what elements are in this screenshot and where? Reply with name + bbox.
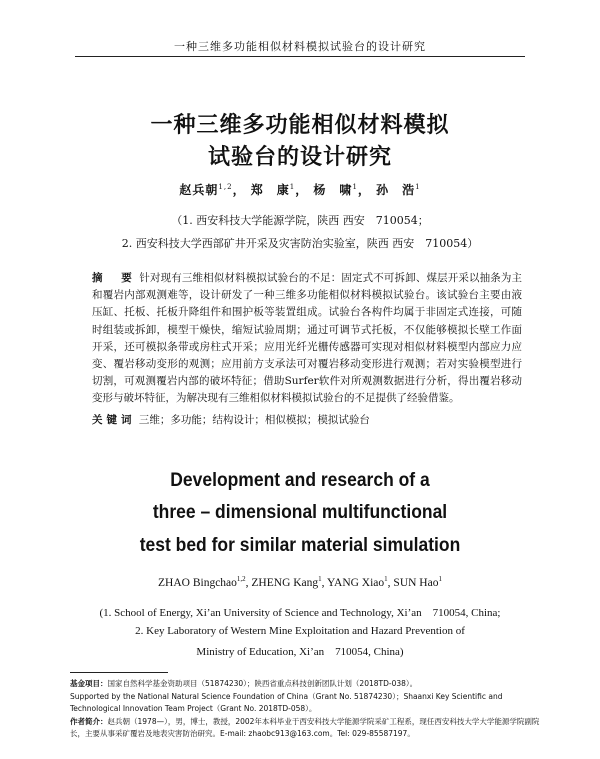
chinese-title-line-1: 一种三维多功能相似材料模拟 — [150, 112, 450, 138]
abstract-text: 针对现有三维相似材料模拟试验台的不足：固定式不可拆卸、煤层开采以抽条为主和覆岩内部观测难等，设计研发了一种三维多功能相似材料模拟试验台。该试验台主要由液压缸、托板、托板升降组件和围护板等装置组成。试验台各构件均属于非固定式连接，可随时组装或拆卸，模型干燥快，缩短试验周期；通过可调节式托板，不仅能够模拟长壁工作面开采，还可模拟条带或房柱式开采；应用光纤光栅传感器可实现对相似材料模型内部应力应变、覆岩移动变形的观测；应用前方支承法可对覆岩移动变形进行观测；若对实验模型进行切割，可观测覆岩内部的破坏特征；借助Surfer软件对所观测数据进行分析，得出覆岩移动变形与破坏特征，为解决现有三维相似材料模拟试验台的不足提供了经验借鉴。 — [92, 272, 523, 405]
supported-footnote: Supported by the National Natural Science Foundation of China（Grant No. 51874230）；Shaanxi Key Scientific and Technological Innovation Team Project（Grant No. 2018TD-058）。 — [70, 691, 503, 714]
english-author-list: ZHAO Bingchao$^{1,2}$, ZHENG Kang$^1$, YANG Xiao$^1$, SUN Hao$^1$ — [158, 575, 442, 589]
abstract-label: 摘 要 — [92, 272, 136, 284]
english-affiliation-2: 2. Key Laboratory of Western Mine Exploitation and Hazard Prevention of — [135, 625, 465, 637]
author-cn-sup: 1 — [352, 183, 358, 191]
chinese-title-line-2: 试验台的设计研究 — [207, 144, 392, 170]
author-cn-sup: 1,2 — [218, 183, 233, 191]
english-title-line-2: three – dimensional multifunctional — [152, 502, 448, 523]
fund-footnote — [70, 678, 540, 691]
author-cn-sup: 1 — [289, 183, 296, 191]
footnotes — [70, 678, 540, 741]
keywords-label: 关键词 — [92, 414, 136, 426]
footnote-rule — [70, 672, 168, 673]
author-en-sup: 1,2 — [236, 575, 246, 583]
chinese-abstract — [92, 270, 522, 408]
author-en-name: SUN Hao — [393, 576, 439, 589]
fund-label: 基金项目： — [70, 679, 108, 688]
author-footnote — [70, 716, 540, 741]
author-cn-name: 赵兵朝 — [179, 183, 219, 197]
author-en-name: YANG Xiao — [326, 576, 385, 589]
keywords-text: 三维；多功能；结构设计；相似模拟；模拟试验台 — [138, 414, 370, 426]
chinese-affiliation-1: （1. 西安科技大学能源学院，陕西 西安 710054； — [171, 214, 429, 227]
author-en-sup: 1 — [318, 575, 322, 583]
author-en-sup: 1 — [438, 575, 442, 583]
author-en-name: ZHAO Bingchao — [158, 576, 237, 589]
author-cn-sup: 1 — [415, 183, 421, 191]
author-en-sup: 1 — [384, 575, 388, 583]
english-title-line-3: test bed for similar material simulation — [139, 535, 461, 556]
author-en-name: ZHENG Kang — [251, 576, 319, 589]
chinese-keywords — [92, 412, 522, 427]
fund-text: 国家自然科学基金资助项目（51874230）；陕西省重点科技创新团队计划（2018TD-038）。 — [107, 679, 418, 688]
running-head: 一种三维多功能相似材料模拟试验台的设计研究 — [174, 40, 426, 53]
english-title-line-1: Development and research of a — [170, 470, 430, 491]
chinese-author-list: 赵兵朝$^{1,2}$， 郑 康$^1$， 杨 啸$^1$， 孙 浩$^1$ — [179, 183, 421, 197]
author-cn-name: 郑 康 — [250, 183, 290, 197]
author-cn-name: 杨 啸 — [313, 183, 353, 197]
english-affiliation-3: Ministry of Education, Xi’an 710054, China) — [196, 646, 404, 658]
header-rule — [75, 56, 525, 57]
chinese-affiliation-2: 2. 西安科技大学西部矿井开采及灾害防治实验室，陕西 西安 710054） — [121, 237, 479, 250]
author-bio-label: 作者简介： — [70, 716, 108, 726]
author-cn-name: 孙 浩 — [376, 183, 416, 197]
author-bio-text: 赵兵朝（1978—），男，博士，教授，2002年本科毕业于西安科技大学能源学院采矿工程系，现任西安科技大学大学能源学院副院长，主要从事采矿覆岩及地表灾害防治研究。E-mail: zhaobc913@163.com。Tel: 029-85587197。 — [70, 716, 540, 739]
english-affiliation-1: (1. School of Energy, Xi’an University of Science and Technology, Xi’an 710054, China; — [99, 607, 501, 619]
